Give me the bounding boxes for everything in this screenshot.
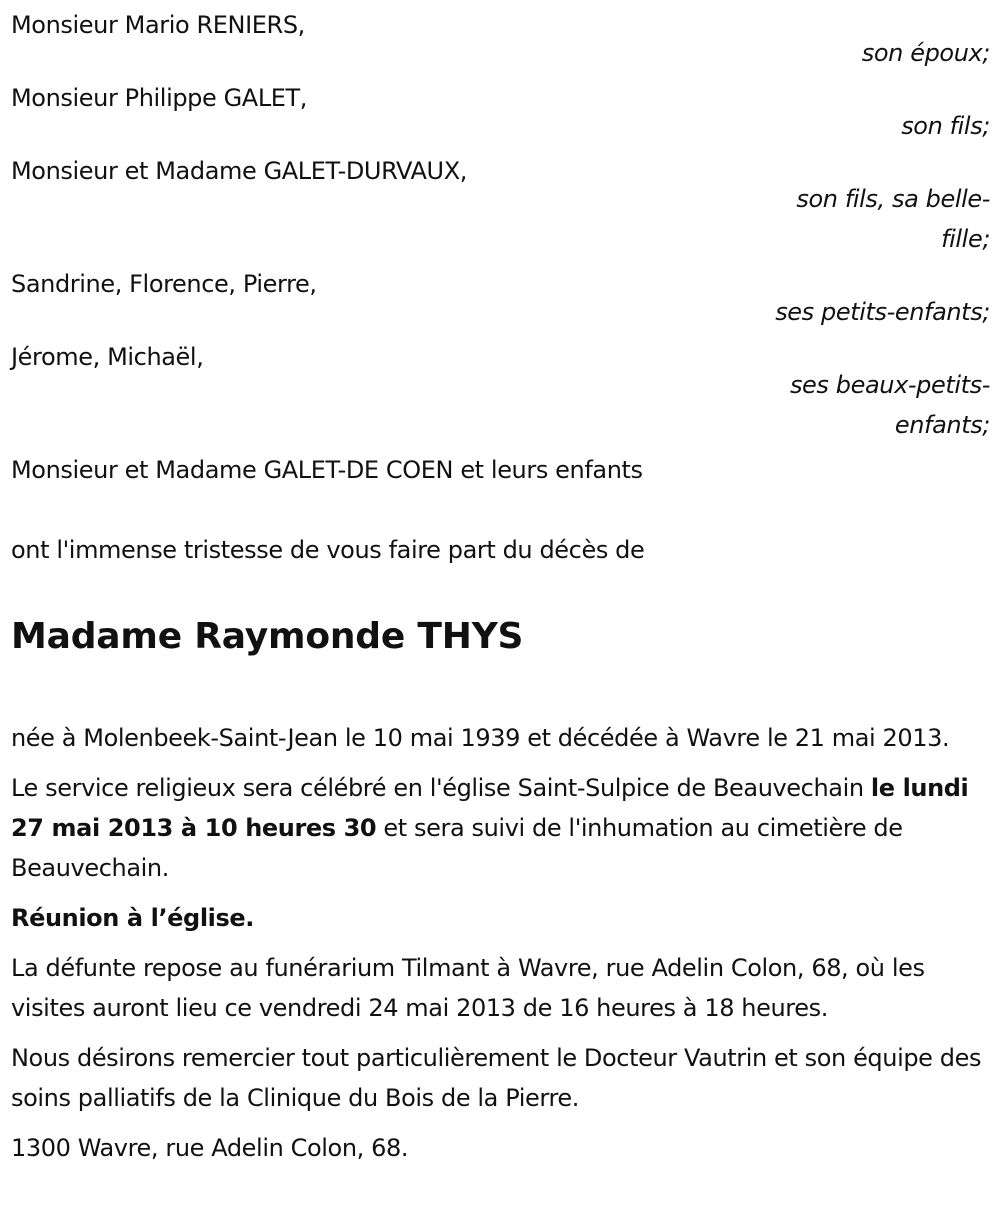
family-entry-grandchildren	[11, 259, 990, 332]
family-relation: son fils, sa belle-fille;	[796, 185, 990, 253]
thanks-text: Nous désirons remercier tout particulièrement le Docteur Vautrin et son équipe des soins palliatifs de la Clinique du Bois de la Pierre.	[11, 1044, 982, 1112]
family-entry-son-daughter-in-law	[11, 146, 990, 259]
address-text: 1300 Wavre, rue Adelin Colon, 68.	[11, 1134, 409, 1162]
family-relation: son fils;	[901, 112, 990, 140]
birth-death-text: née à Molenbeek-Saint-Jean le 10 mai 1939 et décédée à Wavre le 21 mai 2013.	[11, 724, 950, 752]
service-intro: Le service religieux sera célébré en l'église Saint-Sulpice de Beauvechain	[11, 774, 871, 802]
family-name: Monsieur Mario RENIERS,	[11, 11, 305, 39]
service-datetime: le lundi 27 mai 2013 à 10 heures 30	[11, 774, 969, 842]
family-entry-spouse	[11, 0, 990, 73]
family-relation: ses beaux-petits-enfants;	[789, 371, 990, 439]
family-name: Monsieur et Madame GALET-DURVAUX,	[11, 157, 467, 185]
service-text	[11, 768, 990, 888]
family-relation: son époux;	[861, 39, 990, 67]
announcement-text: ont l'immense tristesse de vous faire part du décès de	[11, 536, 645, 564]
meeting-text: Réunion à l’église.	[11, 904, 254, 932]
visitation-text: La défunte repose au funérarium Tilmant à Wavre, rue Adelin Colon, 68, où les visites auront lieu ce vendredi 24 mai 2013 de 16 heures à 18 heures.	[11, 954, 925, 1022]
family-name: Jérome, Michaël,	[11, 343, 204, 371]
family-entry-grandchildren-in-law	[11, 332, 990, 445]
service-outro: et sera suivi de l'inhumation au cimetière de Beauvechain.	[11, 814, 903, 882]
deceased-name: Madame Raymonde THYS	[11, 616, 524, 657]
family-name: Sandrine, Florence, Pierre,	[11, 270, 317, 298]
family-entry-son	[11, 73, 990, 146]
family-entry-last: Monsieur et Madame GALET-DE COEN et leurs enfants	[11, 456, 643, 484]
family-name: Monsieur Philippe GALET,	[11, 84, 308, 112]
family-relation: ses petits-enfants;	[775, 298, 990, 326]
